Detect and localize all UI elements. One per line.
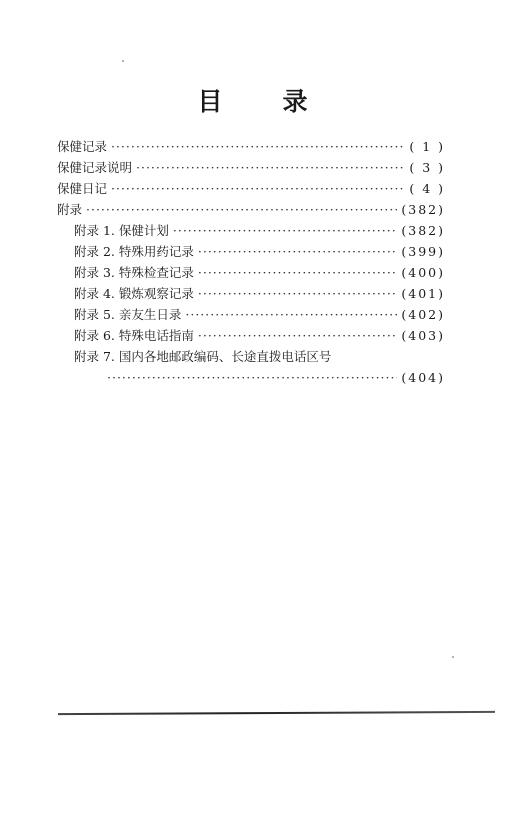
toc-entry-page: ( 4 ): [409, 181, 445, 196]
toc-entry-page: (403): [401, 328, 445, 343]
toc-entry: [57, 136, 445, 157]
toc-subentry: [57, 241, 445, 262]
toc-entry-page: (399): [401, 244, 445, 259]
toc-leader-dots: [111, 178, 405, 199]
toc-leader-dots: [198, 241, 398, 262]
toc-entry-label: 附录 7. 国内各地邮政编码、长途直拨电话区号: [74, 349, 332, 364]
toc-entry-label: 附录 3. 特殊检查记录: [74, 265, 194, 280]
toc-entry: [57, 199, 445, 220]
toc-entry-page: ( 1 ): [409, 139, 445, 154]
toc-leader-dots: [185, 304, 397, 325]
toc-entry-label: 附录 2. 特殊用药记录: [74, 244, 194, 259]
toc-entry-label: 附录 1. 保健计划: [74, 223, 169, 238]
scan-speck: [452, 656, 454, 658]
toc-leader-dots: [107, 367, 397, 388]
table-of-contents: [57, 136, 445, 388]
toc-subentry-continuation: [57, 367, 445, 388]
toc-leader-dots: [198, 283, 398, 304]
toc-entry-label: 保健记录: [57, 139, 108, 154]
toc-leader-dots: [111, 136, 405, 157]
toc-subentry: [57, 304, 445, 325]
toc-subentry: [57, 346, 445, 367]
toc-entry-page: (382): [401, 202, 445, 217]
toc-entry-page: (401): [401, 286, 445, 301]
toc-entry-page: (382): [401, 223, 445, 238]
title-char-1: 目: [197, 87, 223, 116]
toc-entry-page: (404): [401, 370, 445, 385]
toc-entry-page: (400): [401, 265, 445, 280]
scan-speck: [122, 60, 124, 62]
toc-leader-dots: [198, 325, 398, 346]
toc-leader-dots: [86, 199, 397, 220]
title-char-2: 录: [282, 87, 308, 116]
toc-entry: [57, 157, 445, 178]
toc-subentry: [57, 325, 445, 346]
toc-subentry: [57, 220, 445, 241]
toc-leader-dots: [173, 220, 398, 241]
toc-entry-label: 附录: [57, 202, 83, 217]
toc-entry-label: 附录 4. 锻炼观察记录: [74, 286, 194, 301]
toc-leader-dots: [136, 157, 405, 178]
page-bottom-rule: [58, 711, 495, 715]
toc-entry-label: 附录 6. 特殊电话指南: [74, 328, 194, 343]
toc-entry-page: ( 3 ): [409, 160, 445, 175]
toc-entry-label: 保健日记: [57, 181, 108, 196]
page-title: [0, 82, 505, 118]
toc-entry-label: 附录 5. 亲友生日录: [74, 307, 182, 322]
toc-subentry: [57, 262, 445, 283]
toc-leader-dots: [198, 262, 398, 283]
toc-entry: [57, 178, 445, 199]
toc-entry-label: 保健记录说明: [57, 160, 133, 175]
toc-subentry: [57, 283, 445, 304]
toc-entry-page: (402): [401, 307, 445, 322]
